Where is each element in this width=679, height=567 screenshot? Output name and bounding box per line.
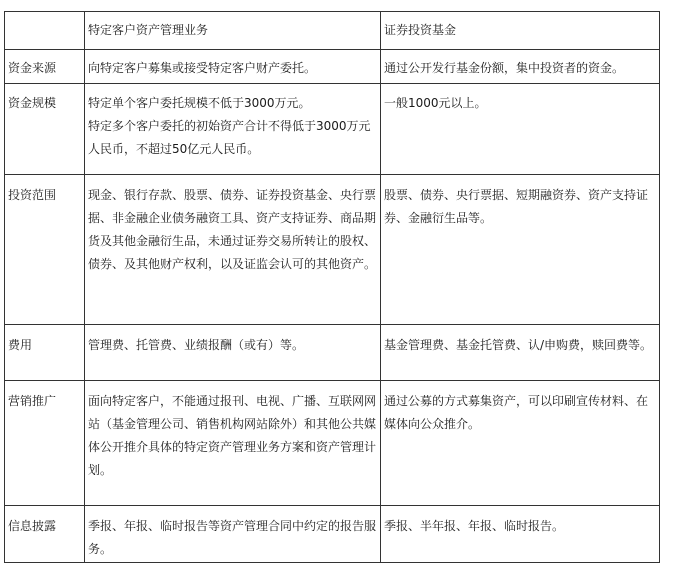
cell-paragraph: 季报、半年报、年报、临时报告。 xyxy=(384,519,565,533)
header-special-client-asset-management: 特定客户资产管理业务 xyxy=(85,12,381,50)
row-cell-fund xyxy=(381,84,660,175)
row-cell-fund xyxy=(381,506,660,563)
table-row-fund-scale xyxy=(5,84,660,175)
row-cell-special-client xyxy=(85,175,381,325)
cell-paragraph: 向特定客户募集或接受特定客户财产委托。 xyxy=(88,61,317,75)
row-label: 信息披露 xyxy=(5,506,85,563)
cell-paragraph: 季报、年报、临时报告等资产管理合同中约定的报告服务。 xyxy=(88,519,377,556)
row-label: 资金来源 xyxy=(5,50,85,84)
table-row-investment-scope xyxy=(5,175,660,325)
row-cell-special-client xyxy=(85,506,381,563)
row-label: 费用 xyxy=(5,325,85,381)
row-cell-fund xyxy=(381,175,660,325)
row-cell-special-client xyxy=(85,50,381,84)
row-label: 投资范围 xyxy=(5,175,85,325)
cell-paragraph: 基金管理费、基金托管费、认/申购费，赎回费等。 xyxy=(384,338,653,352)
table-row-fund-source xyxy=(5,50,660,84)
row-cell-special-client xyxy=(85,325,381,381)
cell-paragraph: 面向特定客户，不能通过报刊、电视、广播、互联网网站（基金管理公司、销售机构网站除外）和其他公共媒体公开推介具体的特定资产管理业务方案和资产管理计划。 xyxy=(88,394,377,477)
row-cell-fund xyxy=(381,50,660,84)
table-header-row xyxy=(5,12,660,50)
cell-paragraph: 股票、债券、央行票据、短期融资券、资产支持证券、金融衍生品等。 xyxy=(384,188,649,225)
header-corner-cell xyxy=(5,12,85,50)
table-row-marketing xyxy=(5,381,660,506)
cell-paragraph: 通过公募的方式募集资产，可以印刷宣传材料、在媒体向公众推介。 xyxy=(384,394,649,431)
cell-paragraph: 现金、银行存款、股票、债券、证券投资基金、央行票据、非金融企业债务融资工具、资产支持证券、商品期货及其他金融衍生品，未通过证券交易所转让的股权、债券、及其他财产权利，以及证监会认可的其他资产。 xyxy=(88,188,377,271)
cell-paragraph: 管理费、托管费、业绩报酬（或有）等。 xyxy=(88,338,305,352)
table-row-information-disclosure xyxy=(5,506,660,563)
row-label: 营销推广 xyxy=(5,381,85,506)
table-row-fees xyxy=(5,325,660,381)
cell-paragraph: 特定多个客户委托的初始资产合计不得低于3000万元人民币，不超过50亿元人民币。 xyxy=(88,119,371,156)
row-cell-special-client xyxy=(85,381,381,506)
row-cell-fund xyxy=(381,325,660,381)
row-label: 资金规模 xyxy=(5,84,85,175)
header-securities-investment-fund: 证券投资基金 xyxy=(381,12,660,50)
cell-paragraph: 一般1000元以上。 xyxy=(384,96,487,110)
cell-paragraph: 特定单个客户委托规模不低于3000万元。 xyxy=(88,96,311,110)
cell-paragraph: 通过公开发行基金份额，集中投资者的资金。 xyxy=(384,61,625,75)
row-cell-fund xyxy=(381,381,660,506)
comparison-table xyxy=(4,11,660,563)
row-cell-special-client xyxy=(85,84,381,175)
